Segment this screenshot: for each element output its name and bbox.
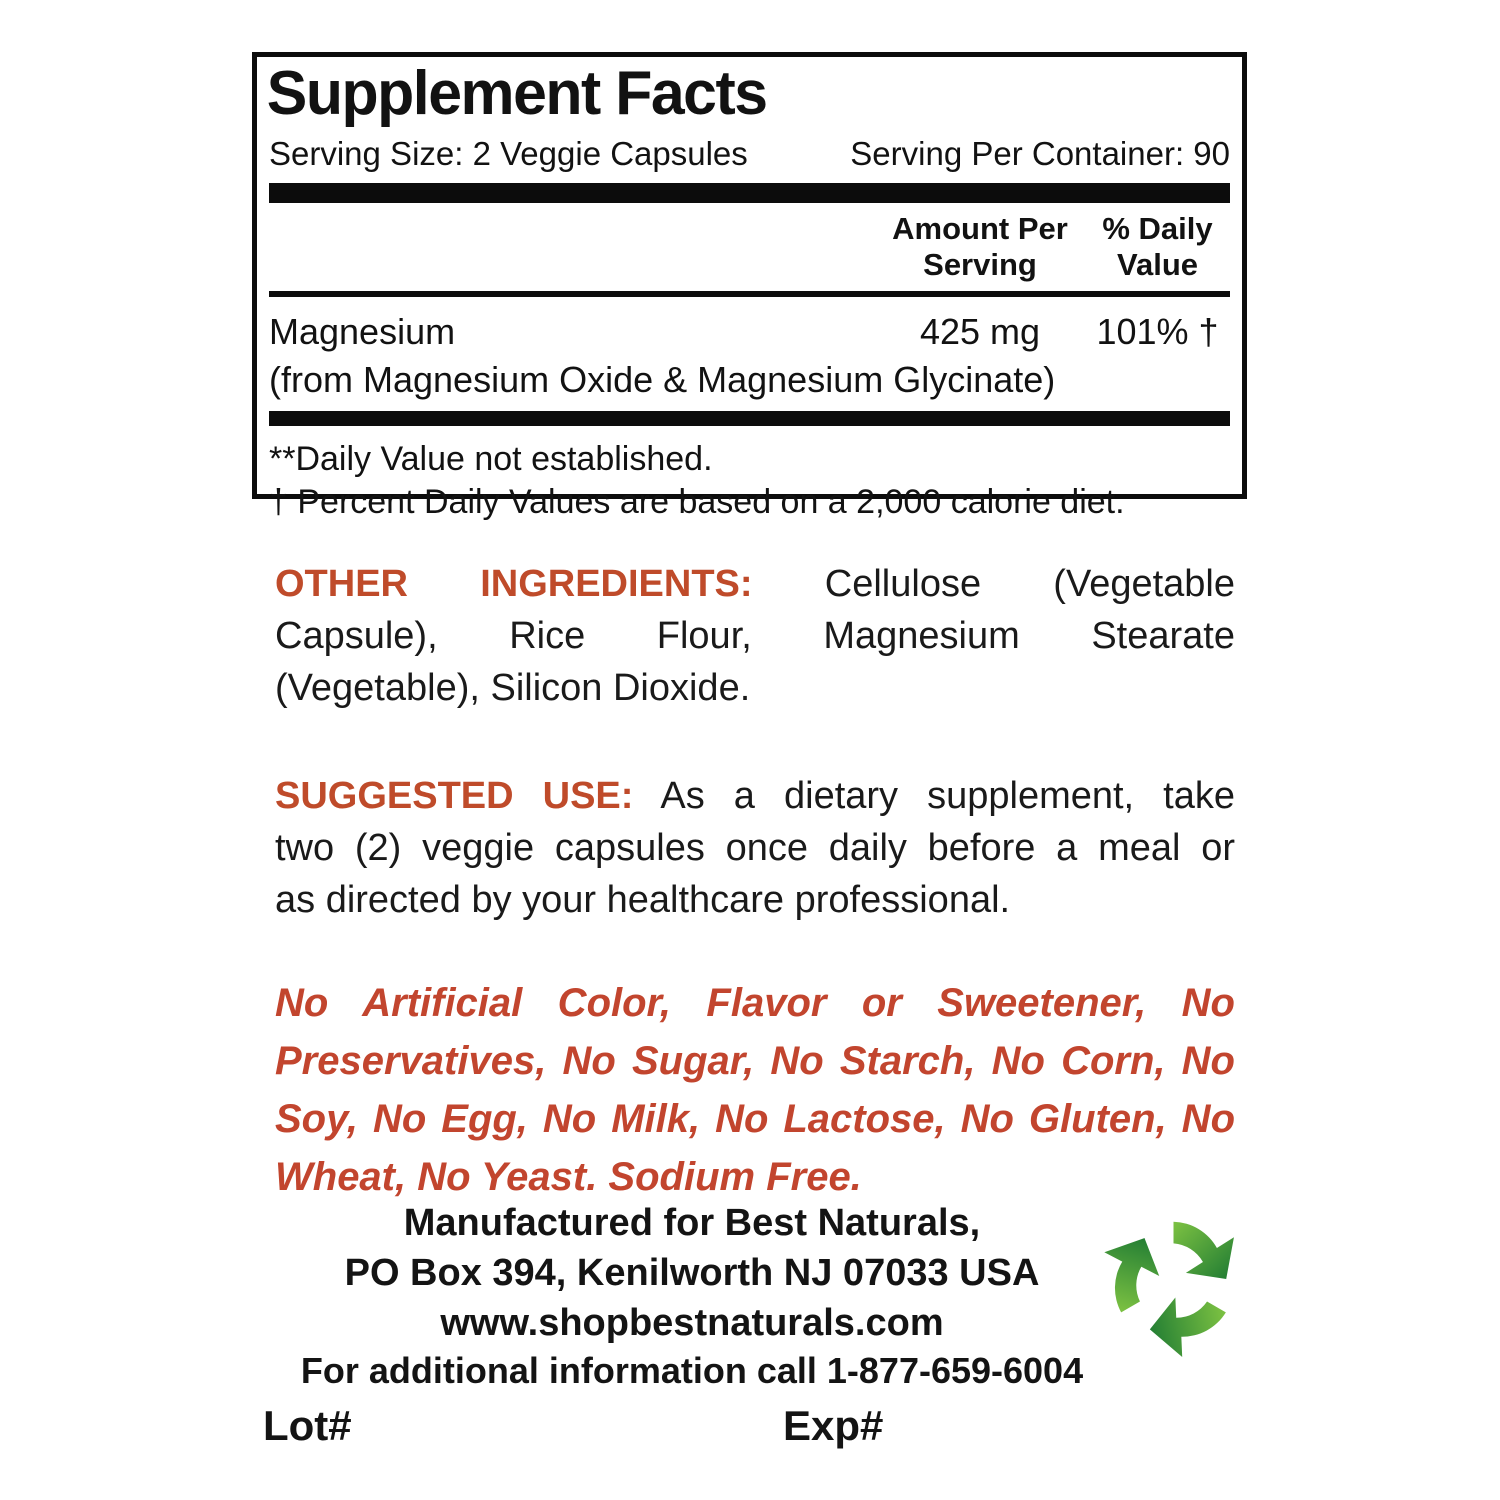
other-ingredients-line-3: (Vegetable), Silicon Dioxide. — [275, 667, 751, 709]
claims-line-4: Wheat, No Yeast. Sodium Free. — [275, 1155, 862, 1199]
facts-header-row — [257, 203, 1242, 285]
suggested-use-heading: SUGGESTED USE: — [275, 775, 634, 817]
servings-per-container: Serving Per Container: 90 — [850, 135, 1230, 172]
claims-line-3: Soy, No Egg, No Milk, No Lactose, No Gluten, No — [275, 1097, 1235, 1141]
footnotes — [257, 426, 1242, 524]
footnote-dv-not-established: **Daily Value not established. — [269, 440, 713, 478]
suggested-use-line-1 — [275, 770, 1235, 822]
recycle-icon — [1096, 1200, 1251, 1355]
other-ingredients-line-2: Capsule), Rice Flour, Magnesium Stearate — [275, 615, 1235, 657]
thick-rule-bottom — [269, 411, 1230, 426]
manufacturer-block — [252, 1198, 1132, 1348]
claims-line-1: No Artificial Color, Flavor or Sweetener, No — [275, 981, 1235, 1025]
exp-number-label: Exp# — [783, 1402, 884, 1449]
suggested-use-line-1-text: As a dietary supplement, take — [660, 775, 1235, 817]
thick-rule-top — [269, 183, 1230, 203]
suggested-use-line-2: two (2) veggie capsules once daily before a meal or — [275, 827, 1235, 869]
nutrient-daily-value: 101% † — [1096, 311, 1219, 352]
free-of-claims-paragraph — [275, 974, 1235, 1206]
other-ingredients-line-1-text: Cellulose (Vegetable — [824, 563, 1236, 605]
manufacturer-website: www.shopbestnaturals.com — [440, 1302, 944, 1344]
suggested-use-line-3: as directed by your healthcare professional. — [275, 879, 1011, 921]
nutrient-source: (from Magnesium Oxide & Magnesium Glycinate) — [269, 359, 1056, 400]
manufactured-for-line: Manufactured for Best Naturals, — [403, 1202, 981, 1244]
nutrient-row — [257, 297, 1242, 353]
daily-value-header: % Daily Value — [1102, 211, 1213, 282]
supplement-facts-panel — [252, 52, 1247, 521]
manufacturer-address-line: PO Box 394, Kenilworth NJ 07033 USA — [344, 1252, 1040, 1294]
serving-row — [257, 127, 1242, 183]
lot-number-label: Lot# — [263, 1402, 352, 1449]
footnote-percent-dv: † Percent Daily Values are based on a 2,000 calorie diet. — [269, 483, 1125, 521]
other-ingredients-heading: OTHER INGREDIENTS: — [275, 563, 753, 605]
serving-size: Serving Size: 2 Veggie Capsules — [269, 135, 748, 172]
additional-info-line: For additional information call 1-877-659-6004 — [300, 1350, 1084, 1391]
suggested-use-paragraph — [275, 770, 1235, 926]
panel-title: Supplement Facts — [266, 59, 767, 128]
other-ingredients-paragraph — [275, 558, 1235, 714]
nutrient-name: Magnesium — [269, 311, 456, 352]
amount-per-serving-header: Amount Per Serving — [892, 211, 1068, 282]
nutrient-amount: 425 mg — [919, 311, 1041, 352]
other-ingredients-line-1 — [275, 558, 1235, 610]
claims-line-2: Preservatives, No Sugar, No Starch, No Corn, No — [275, 1039, 1235, 1083]
